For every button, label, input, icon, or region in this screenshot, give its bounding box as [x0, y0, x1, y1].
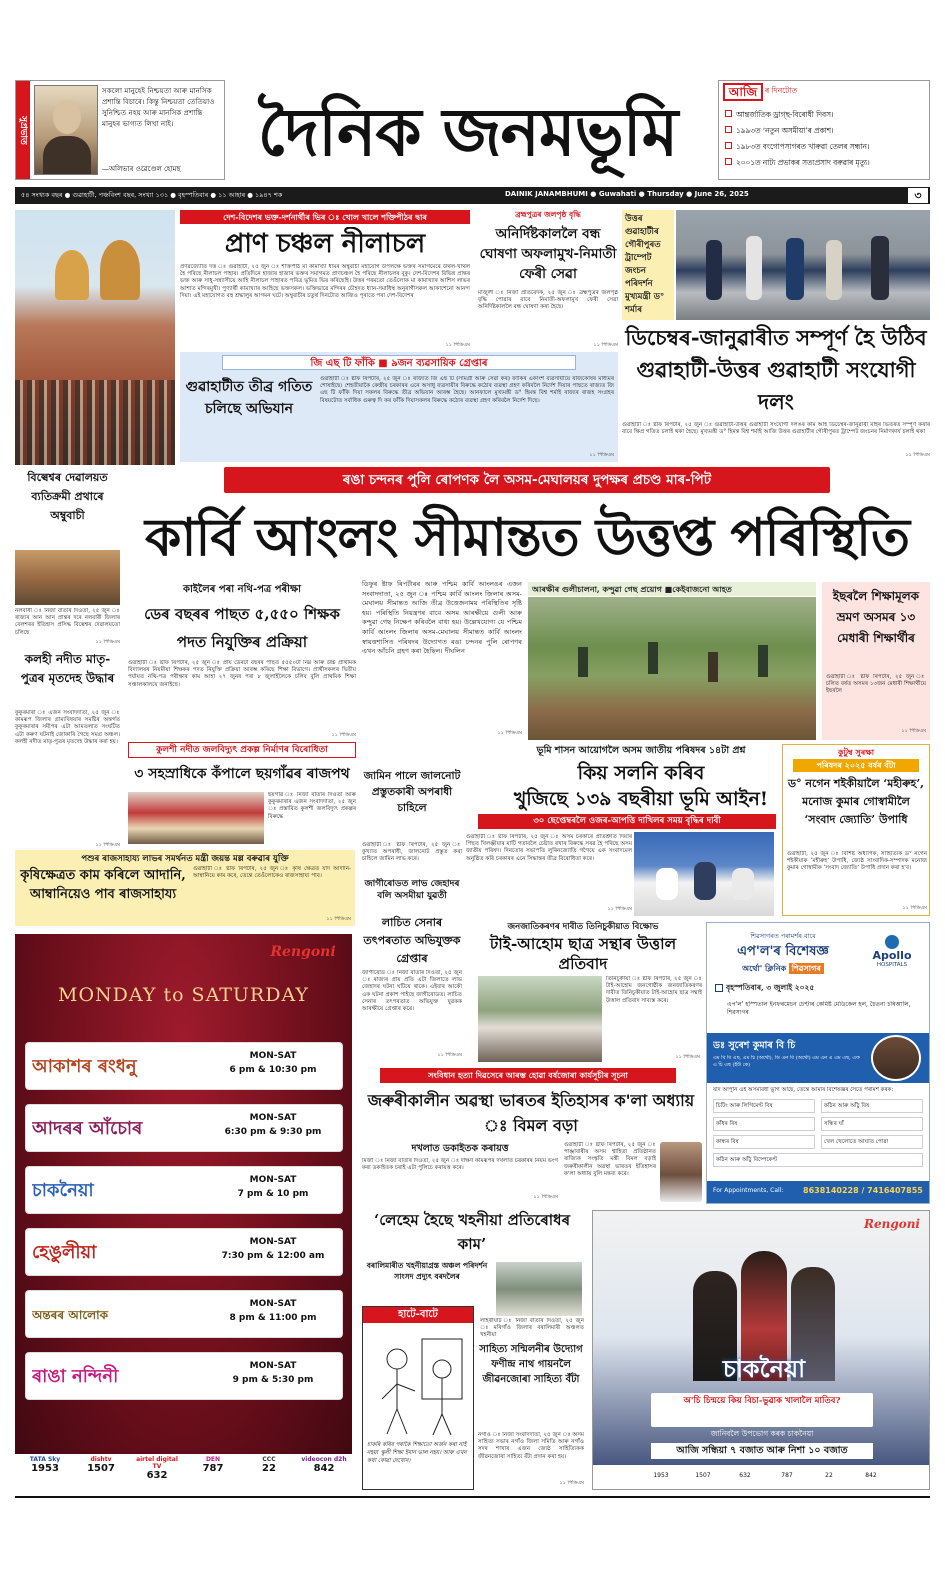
excursion-headline: ইছৰলৈ শিক্ষামূলক ভ্ৰমণ অসমৰ ১৩ মেধাৰী শিক্ষাৰ্থীৰ	[832, 589, 920, 645]
apollo-clinic-row	[713, 963, 853, 977]
rengoni-logo: Rengoni	[270, 944, 336, 960]
quote-author: —অলিভাৰ ওৱেণ্ডেল হোমছ	[102, 165, 181, 173]
bhumi-banner: ৩০ ছেপ্তেম্বৰলৈ ওজৰ-আপত্তি দাখিলৰ সময় বৃদ্ধিৰ দাবী	[478, 814, 776, 829]
main-body: ডিফুৰ ষ্টাফ ৰিপৰ্টাৰৰ আৰু পশ্চিম কাৰ্বি আংলঙৰ এজন সংবাদদাতা, ২৫ জুন ঃ পশ্চিম কাৰ্বি আংলং জিলাৰ অসম-মেঘালয় সীমান্তত আজি তীব্ৰ উত্তেজনাময় পৰিস্থিতিৰ সৃষ্টি হয়। পৰিস্থিতি নিয়ন্ত্ৰণৰ বাবে অসম আৰক্ষীয়ে গুলী আৰু কন্দুৱা গেছ নিক্ষেপ কৰিবলৈ বাধ্য হয়। উল্লেখযোগ্য যে পশ্চিম কাৰ্বি আংলং জিলাৰ অসম-মেঘালয় সীমান্তত কাৰ্বি আংলং স্বায়ত্তশাসিত পৰিষদৰ উদ্যোগত ৰঙা চন্দনৰ পুলি ৰোপণৰ এখন আঁচনি গ্ৰহণ কৰা হৈছিল। দীঘলিন	[362, 580, 522, 656]
show-days: MON-SAT	[249, 1051, 297, 1061]
teacher-headline: ডেৰ বছৰৰ পাছত ৫,৫৫০ শিক্ষক পদত নিযুক্তিৰ প্ৰক্ৰিয়া	[144, 605, 340, 651]
bottom-rule	[15, 1496, 930, 1498]
bail-body: গুৱাহাটী ঃ ষ্টাফ ৰিপৰ্টাৰ, ২৫ জুন ঃ কুখ্যাত অপৰাধী, জালনোট প্ৰস্তুত কৰা চাহিলে জামিন লাভ কৰে।	[362, 842, 462, 863]
bail-headline: জামিন পালে জালনোট প্ৰস্তুতকাৰী অপৰাধী চাহিলে	[363, 770, 461, 814]
cartoon-caption: চাকৰি কৰিব পৰাকৈ শিক্ষাতো অৰ্জন কৰা নাই নহয়! স্কুলী শিক্ষা ইমান ভাল নহয়। আৰু এখন কথা কোৱা দেখোন।	[367, 1442, 467, 1464]
show-days: MON-SAT	[249, 1113, 297, 1123]
chakanaiya-channel-strip	[593, 1465, 929, 1489]
bileswar-headline: বিল্বেশ্বৰ দেৱালয়ত ব্যতিক্ৰমী প্ৰথাৰে অম্বুবাচী	[27, 471, 108, 522]
apollo-clinic: অৰ্থো' ক্লিনিক	[742, 963, 787, 973]
jagiroad-headline: জাগীৰোডত লাভ জেহাদৰ বলি অসমীয়া যুৱতী	[364, 879, 460, 901]
gst-body: গুৱাহাটী ঃ ষ্টাফ ৰিপৰ্টাৰ, ২৫ জুন ঃ ৰাজ্যত জি এছ টি (সামগ্ৰী আৰু সেৱা কৰ) ফাঁকিৰ একাংশ ব্যৱসায়ীয়ে ৰাজকোষৰ মাধ্যমৰ শোষাইছে। শেহতীয়াকৈ কেন্দ্ৰীয় চৰকাৰৰ এনে অসাধু ব্যৱসায়ীৰ বিৰুদ্ধে কঠোৰ ব্যৱস্থা গ্ৰহণ কৰিবলৈ নিৰ্দেশ দিয়াৰ পাছতে ৰাজ্যত জি এছ টি ফাঁকি দিয়া সকলৰ বিৰুদ্ধে তীব্ৰ অভিযান আৰম্ভ হৈছে। আনফালে মুখ্যমন্ত্ৰী ড° হিমন্ত বিশ্ব শৰ্মাই ৰাজ্যৰ ৰাজহ সংগ্ৰহৰ বিষয়টোত সৰ্বাধিক গুৰুত্ব দি কৰ ফাঁকি দিয়াসকলৰ বিৰুদ্ধে কঠোৰ ব্যৱস্থা গ্ৰহণ কৰিবলৈ নিৰ্দেশ দিছে।	[320, 376, 614, 404]
aaji-sublabel: ৰ দিনটোত	[765, 86, 798, 95]
apollo-venue: এপ'ল' হস্পিতাল ইনফৰমেচন চেণ্টাৰ কেমিষ্ট মেডিকেল হল, চৈতন্য চৰিআলি, শিৱসাগৰ	[727, 1001, 911, 1016]
award-kicker-2: পৰিষদৰ ২০২৫ বৰ্ষৰ বঁটা	[793, 759, 919, 772]
nilachal-body: প্ৰণৱজ্যোতি দত্ত ঃ গুৱাহাটী, ২৫ জুন ঃ শক্তিপীঠ মা কামাখ্যা ধামৰ অম্বুবাচী মহাযোগ উপলক্ষে ভক্তৰ সমাগমেৰে উথল-খাথল হৈ পৰিছে নীলাচল পাহাৰ। প্ৰতিদিনে হাজাৰ হাজাৰ ভক্তৰ সমাগমত প্ৰাণচঞ্চল হৈ পৰিছে নীলাচলৰ বুকু। দেশ-বিদেশৰ বিভিন্ন প্ৰান্তৰ ভক্ত আৰু সাধু-সন্ন্যাসীয়ে আহি নীলাচল পাহাৰত পবিত্ৰ ভূমিত ভিৰ কৰিছেহি। উত্তৰ গৰমতো তেওঁলোক মা কামাখ্যাৰ আশিস লাভৰ আশাত মন্দিৰমুখী। পুণ্যাৰ্থী কামাখ্যাৰ আহিছে ভক্তসকল। ভক্তিভাৱে মন্দিৰৰ চৌহদত ধ্যান-সমাধিস্থ অনুৰাগীসকল আকাশেনো আনন্দ দিয়া। এই মহাযোগত বহু শ্ৰদ্ধালুৰ আগমন ঘটে। অম্বুবাচীৰ চতুৰ্থ দিনটোত আজিও পূৰাতে পৰা দেশ-বিদেশৰ	[180, 264, 470, 299]
show-days: MON-SAT	[249, 1361, 297, 1371]
emergency-kicker: সংবিধান হত্যা দিৱসেৰে আৰম্ভ হোৱা বৰ্ষজোৰা কাৰ্যসূচীৰ সূচনা	[380, 1068, 676, 1083]
kamakhya-photo	[15, 210, 175, 465]
bileswar-photo	[15, 550, 120, 605]
kalahi-headline: কলহী নদীত মাতৃ-পুত্ৰৰ মৃতদেহ উদ্ধাৰ	[20, 652, 115, 685]
apollo-doctor-sub: এম বি বি এছ, এম চি (অৰ্থো), ডি এন বি (অৰ্থো) এম এন এ এম এছ, এফ এ চি এছ (ইউ কে)	[713, 1055, 860, 1068]
chakanaiya-ad	[592, 1210, 930, 1490]
north-guwahati-headline: ডিচেম্বৰ-জানুৱাৰীত সম্পূৰ্ণ হৈ উঠিব গুৱাহাটী-উত্তৰ গুৱাহাটী সংযোগী দলং	[625, 325, 927, 414]
main-sign: ১১ পিডিএম	[497, 730, 522, 736]
condition-item: কান্ধৰ বিষ	[713, 1135, 815, 1149]
schedule-title: MONDAY to SATURDAY	[58, 984, 309, 1006]
apollo-intro: যদি আপুনি এই অসমবিধা ভুগি আছে, তেন্তে আমাৰ বিশেষজ্ঞৰ সৈতে পৰামৰ্শ কৰক:	[713, 1087, 894, 1093]
khaliha-caption: লাহৰীঘাট ঃ নিজা বাতৰি দিওঁতা, ২৫ জুন ঃ মৰিগাঁও জিলাৰ বৰালিমাৰী অঞ্চলত খহনীয়া	[480, 1318, 584, 1339]
rengoni-schedule-ad	[15, 934, 352, 1490]
north-guwahati-body: গুৱাহাটী ঃ ষ্টাফ ৰিপৰ্টাৰ, ২৫ জুন ঃ গুৱাহাটী-উত্তৰ গুৱাহাটী সংযোগী দলঙৰ কাম আহ ডিচেম্বৰ-জানুৱাৰী মাহৰ ভিতৰত সম্পূৰ্ণ কৰাৰ বাবে ক্ষিপ্ৰ গতিত চলাই থকা হৈছে। মুখ্যমন্ত্ৰী ড° হিমন্ত বিশ্ব শৰ্মাই আজি উত্তৰ গুৱাহাটীৰ গৌৰীপুৰত ট্ৰাম্পেট জংচনৰ নিৰ্মাণকাৰ্য চলাই থকা	[622, 422, 930, 436]
show-row	[25, 1166, 343, 1214]
chakanaiya-title: চাকনৈয়া	[722, 1354, 806, 1383]
portrait-holmes	[34, 85, 98, 175]
show-row	[25, 1352, 343, 1400]
aaji-item: আন্তৰ্জাতিক ড্ৰাগ্‌ছ-বিৰোধী দিবস।	[725, 107, 929, 123]
bhumi-body: গুৱাহাটী ঃ ষ্টাফ ৰিপৰ্টাৰ, ২৫ জুন ঃ অসম চৰকাৰে প্ৰতিশ্ৰুতি দিয়াৰ পিছত খিলঞ্জীয়াৰ মাটি গতাবলৈ চেষ্টাত ৰখাৰ বিৰুদ্ধে সৰৱ হৈ পৰিছে অসম জাতীয় পৰিষদ। দিনতোৰ সভাপতি লুৰিনজ্যোতি গগৈয়ে এক সংবাদমেল অনুষ্ঠিত কৰি চৰকাৰৰ এনে সিদ্ধান্তৰ তীব্ৰ বিৰোধিতা কৰে।	[466, 834, 632, 862]
show-time: 6 pm & 10:30 pm	[229, 1065, 317, 1075]
award-body: গুৱাহাটী, ২৫ জুন ঃ বিশিষ্ট অধ্যাপক, সাহিত্যিক ড° নগেন শইকীয়াক ‘মহীৰুহ’ উপাধি, জ্যেষ্ঠ সাংবাদিক-সম্পাদক মনোজ কুমাৰ গোস্বামীক ‘সংবাদ জ্যোতি’ উপাধি প্ৰদান কৰা হ'ব।	[787, 851, 927, 872]
apollo-footer	[707, 1181, 929, 1203]
bhumi-headline-2: খুজিছে ১৩৯ বছৰীয়া ভূমি আইন!	[513, 788, 769, 810]
sahitya-body: নগাঁও ঃ নিজা সংবাদদাতা, ২৫ জুন ঃ অসম সাহিত্য সভাৰ নগাঁও জিলা সমিতি আৰু নগাঁও সদৰ শাখাৰ এজন জ্যেষ্ঠ সাহিত্যিকক জীৱনজোৰা সাহিত্য বঁটা প্ৰদান কৰা হয়।	[478, 1432, 584, 1460]
apollo-doctor-bar	[707, 1033, 929, 1083]
show-row	[25, 1228, 343, 1276]
channel-num: 1953	[653, 1472, 669, 1479]
show-title: হেঙুলীয়া	[32, 1242, 97, 1263]
clash-photo-kicker: আৰক্ষীৰ গুলীচালনা, কন্দুৱা গেছ প্ৰয়োগ ■কেইবাজনো আহত	[528, 582, 816, 596]
award-kicker-1: কুটুম্ব সুৰক্ষা	[837, 747, 875, 757]
kushi-headline: ৩ সহস্ৰাধিকে কঁপালে ছয়গাঁৱৰ ৰাজপথ	[134, 766, 350, 782]
cm-visit-photo	[676, 210, 930, 320]
khaliha-photo	[496, 1262, 582, 1316]
sahitya-headline: সাহিত্য সন্মিলনীৰ উদ্যোগ ফণীন্দ্ৰ নাথ গায়নলৈ জীৱনজোৰা সাহিত্য বঁটা	[479, 1344, 583, 1385]
suprabhat-side-label: সুপ্ৰভাত	[16, 81, 30, 179]
cartoon-box	[362, 1306, 474, 1490]
agri-kicker: পশুৰ ৰাজসাহায্য লাভৰ সমৰ্থনত মন্ত্ৰী জয়ন্ত মল্ল বৰুৱাৰ যুক্তি	[81, 854, 289, 864]
show-time: 7 pm & 10 pm	[237, 1189, 309, 1199]
condition-item: কাঁধৰ বিষ	[713, 1117, 815, 1131]
condition-item: কঠিন আৰু আঁঠু বিষ	[821, 1099, 923, 1113]
dateline-right: DAINIK JANAMBHUMI ● Guwahati ● Thursday ● June 26, 2025	[505, 190, 749, 198]
doctor-avatar	[871, 1035, 921, 1081]
show-time: 6:30 pm & 9:30 pm	[224, 1127, 322, 1137]
gst-headline: গুৱাহাটীত তীব্ৰ গতিত চলিছে অভিযান	[185, 379, 313, 417]
bhumi-photo	[634, 832, 774, 916]
brahmaputra-sign: ১১ পিডিএম	[593, 342, 618, 348]
chakanaiya-tagline-2: জানিবলৈ উপভোগ কৰক চাকনৈয়া	[710, 1429, 814, 1438]
gst-sign: ১১ পিডিএম	[589, 452, 614, 458]
rengoni-right-logo: Rengoni	[863, 1217, 920, 1231]
award-sign: ১১ পিডিএম	[902, 905, 927, 911]
cartoon-kicker: হাটে-বাটে	[363, 1307, 473, 1323]
condition-item: খেল খেলোতে আঘাত পোৱা	[821, 1135, 923, 1149]
dateline-left: ৫৪ সংখ্যক বছৰ ● গুৱাহাটী, পঞ্চবিংশ বছৰ, সংখ্যা ১৩১ ● বৃহস্পতিবাৰ ● ১১ আহাৰ ● ১৯৪৭ শক	[21, 191, 283, 199]
apollo-brand-sub: HOSPITALS	[876, 962, 908, 968]
cartoon-drawing	[367, 1329, 469, 1439]
brahmaputra-headline: অনিৰ্দিষ্টকাললৈ বন্ধ ঘোষণা অফলামুখ-নিমাতী ফেৰী সেৱা	[479, 226, 617, 282]
show-row	[25, 1104, 343, 1152]
show-time: 7:30 pm & 12:00 am	[221, 1251, 325, 1261]
show-title: চাকনৈয়া	[32, 1180, 94, 1201]
kalahi-body: কুকুৰমাৰা ঃ এজন সংবাদদাতা, ২৫ জুন ঃ কামৰূপ জিলাৰ গ্ৰাম্যবিষয়াৰ সমষ্টিৰ অন্তৰ্গত কুকুৰমাৰাৰ সমীপৰ এটা আমতলাত সংঘটিত এটা কৰুণ ঘটনাই জোকাৰি গৈছে সমগ্ৰ অঞ্চল। কলহী নদীত মাতৃ-পুত্ৰৰ মৃতদেহ উদ্ধাৰ কৰা হয়।	[15, 710, 120, 745]
channel-num: 22	[825, 1472, 833, 1479]
channel-item: videocon d2h 842	[301, 1456, 347, 1474]
show-time: 8 pm & 11:00 pm	[229, 1313, 317, 1323]
teacher-body: গুৱাহাটী ঃ ষ্টাফ ৰিপৰ্টাৰ, ২৫ জুন ঃ প্ৰায় ডেৰটা বছৰৰ পাছত ৫৫৫০টা নিম্ন আৰু উচ্চ প্ৰাথমিক বিদ্যালয়ৰ নিয়মীয়া শিক্ষকৰ পদত নিযুক্তি প্ৰক্ৰিয়া আৰম্ভ কৰিছে শিক্ষা বিভাগে। প্ৰাৰ্থীসকলৰ দ্বিতীয় পৰ্যায়ত নথি-পত্ৰ পৰীক্ষাৰ কাম আহা ২৭ জুনৰ পৰা ৮ জুলাইলৈকে চলিব বুলি প্ৰাথমিক শিক্ষা সঞ্চালকালয়ে জনাইছে।	[128, 660, 356, 688]
khaliha-headline: ‘লেহেম হৈছে খহনীয়া প্ৰতিৰোধৰ কাম’	[373, 1211, 571, 1253]
dateline-bar	[15, 187, 930, 204]
channel-num: 632	[739, 1472, 751, 1479]
channel-item: airtel digital TV 632	[136, 1456, 178, 1481]
bileswar-body: নলবাৰী ঃ নিজা বাতৰি দিওঁতা, ২৫ জুন ঃ ৰাজ্যৰ আন আন প্ৰান্তৰ দৰে নলবাৰী জিলাৰ বেলশৰৰ ইতিহাস প্ৰসিদ্ধ বিল্বেশ্বৰ দেৱালয়তো চলিছে	[15, 608, 120, 636]
tai-ahom-photo	[478, 976, 602, 1062]
excursion-box	[822, 582, 930, 740]
show-title: অন্তৰৰ আলোক	[32, 1308, 108, 1322]
channel-item: TATA Sky 1953	[29, 1456, 61, 1474]
kushi-body: ছয়গাঁৱ ঃ নিজা বাতৰি দিওঁতা আৰু কুকুৰমাৰাৰ এজন সংবাদদাতা, ২৫ জুন ঃ প্ৰস্তাবিত কুলশী জলবিদ্যুৎ প্ৰকল্পৰ বিৰুদ্ধে	[268, 792, 356, 820]
excursion-body: গুৱাহাটী ঃ ষ্টাফ ৰিপৰ্টাৰ, ২৫ জুন ঃ চলিত বৰ্ষত অসমৰ ১৩জন মেধাৰী শিক্ষাৰ্থীয়ে ইছৰলৈ	[826, 674, 926, 695]
channel-strip	[15, 1454, 352, 1490]
show-time: 9 pm & 5:30 pm	[232, 1375, 314, 1385]
show-title: আদৰৰ আঁচোৰ	[32, 1118, 143, 1139]
main-kicker: ৰঙা চন্দনৰ পুলি ৰোপণক লৈ অসম-মেঘালয়ৰ দুপক্ষৰ প্ৰচণ্ড মাৰ-পিট	[224, 467, 830, 493]
tai-ahom-headline: টাই-আহোম ছাত্ৰ সন্থাৰ উত্তাল প্ৰতিবাদ	[489, 934, 677, 973]
apollo-phone: 8638140228 / 7416407855	[803, 1186, 923, 1195]
newspaper-title: দৈনিক জনমভূমি	[257, 93, 678, 171]
chakanaiya-tagline: অ'চি চিন্ময়ে কিয় বিচা-ভুৱাক খালালৈ মাতিব?	[651, 1393, 873, 1427]
aaji-label: আজি	[723, 83, 763, 101]
condition-item: কঠিন আৰু আঁঠু বিষ্পেকেণ্ট	[713, 1153, 923, 1167]
calendar-icon	[715, 984, 723, 992]
condition-item: চিটিং আৰু লিগিমেণ্ট বিষ	[713, 1099, 815, 1113]
nilachal-kicker: দেশ-বিদেশৰ ভক্ত-দৰ্শনাৰ্থীৰ ভিৰ ঃ খোল খালে শক্তিপীঠৰ দ্বাৰ	[180, 210, 470, 224]
teacher-sign: ১১ পিডিএম	[331, 732, 356, 738]
nilachal-sign: ১১ পিডিএম	[445, 342, 470, 348]
channel-item: DEN 787	[202, 1456, 224, 1474]
brahmaputra-kicker: ব্ৰহ্মপুত্ৰৰ জলপৃষ্ঠ বৃদ্ধি	[515, 210, 581, 219]
apollo-title-1: শিৱসাগৰত পৰামৰ্শৰ বাবে	[750, 932, 816, 940]
jagiroad-sub: লাচিত সেনাৰ তৎপৰতাত অভিযুক্তক গ্ৰেপ্তাৰ	[363, 916, 461, 965]
show-title: আকাশৰ ৰংধনু	[32, 1056, 137, 1077]
robbery-body: মিৰ্জা ঃ নিজা বাতৰি দিওঁতা, ২৫ জুন ঃ দক্ষিণ কামৰূপৰ দখলাত চৰকাৰৰ নিয়ম ভংগ কৰা ডকাইতক চৰাই এটা পুলিচে কৰায়ত্ত কৰে।	[362, 1158, 558, 1172]
bimal-bora-photo	[660, 1142, 702, 1202]
condition-item: সন্ধিৰ ঘাঁ	[821, 1117, 923, 1131]
north-guwahati-inset: উত্তৰ গুৱাহাটীৰ গৌৰীপুৰত ট্ৰাম্পেট জংচন পৰিদৰ্শন মুখ্যমন্ত্ৰী ড° শৰ্মাৰ	[622, 210, 674, 320]
channel-num: 1507	[695, 1472, 711, 1479]
main-headline: কাৰ্বি আংলং সীমান্তত উত্তপ্ত পৰিস্থিতি	[145, 507, 909, 568]
tai-ahom-sign: ১১ পিডিএম	[675, 1054, 700, 1060]
chakanaiya-time: আজি সন্ধিয়া ৭ বজাত আৰু নিশা ১০ বজাত	[651, 1443, 873, 1459]
north-guwahati-sign: ১১ পিডিএম	[905, 452, 930, 458]
apollo-date: বৃহস্পতিবাৰ, ৩ জুলাই ২০২৫	[715, 983, 925, 995]
apollo-logo-icon	[885, 935, 899, 949]
suprabhat-box	[15, 80, 225, 180]
cartoon-illustration	[367, 1329, 469, 1439]
gst-kicker: জি এছ টি ফাঁকি ■ ৯জন ব্যৱসায়িক গ্ৰেপ্তাৰ	[222, 355, 576, 370]
sahitya-sign: ১১ পিডিএম	[559, 1480, 584, 1486]
apollo-conditions	[713, 1099, 925, 1171]
bhumi-sign: ১১ পিডিএম	[607, 906, 632, 912]
aaji-item: ২০০১ত নাট্য প্ৰভাকৰ সত্যপ্ৰসাদ বৰুৱাৰ মৃত্যু।	[725, 155, 929, 171]
excursion-sign: ১১ পিডিএম	[901, 728, 926, 734]
apollo-brand: Apollo	[872, 949, 912, 962]
gst-box	[180, 352, 618, 462]
show-days: MON-SAT	[249, 1299, 297, 1309]
show-title: ৰাঙা নন্দিনী	[32, 1366, 119, 1387]
brahmaputra-body: মাজুলী ঃ নিজা প্ৰতিবেদক, ২৫ জুন ঃ ব্ৰহ্মপুত্ৰৰ জলপৃষ্ঠ বৃদ্ধি পোৱাৰ বাবে নিমাতী-অফলামুখ ফেৰী সেৱা অনিৰ্দিষ্টকাললৈ বন্ধ ঘোষণা কৰা হৈছে।	[478, 290, 618, 311]
channel-num: 787	[781, 1472, 793, 1479]
tai-ahom-kicker: জনজাতিকৰণৰ দাবীত তিনিচুকীয়াত বিক্ষোভ	[507, 922, 659, 932]
award-headline: ড° নগেন শইকীয়ালৈ ‘মহীৰুহ’, মনোজ কুমাৰ গোস্বামীলৈ ‘সংবাদ জ্যোতি’ উপাধি	[788, 777, 924, 826]
quote-text: সকলো মানুহেই নিশ্চয়তা আৰু মানসিক প্ৰশান্তি বিচাৰে। কিন্তু নিশ্চয়তা তেতিয়াও সুনিশ্চিত নহয় আৰু মানসিক প্ৰশান্তি মানুহৰ ভাগ্যত লিখা নাই।	[102, 86, 215, 128]
agri-headline: কৃষিক্ষেত্ৰত কাম কৰিলে আদানি, আম্বানিয়েও পাব ৰাজসাহায্য	[20, 868, 186, 902]
emergency-headline: জৰুৰীকালীন অৱস্থা ভাৰতৰ ইতিহাসৰ ক'লা অধ্যায় ঃ বিমল বড়া	[367, 1091, 695, 1135]
award-box	[782, 744, 930, 916]
show-row	[25, 1290, 343, 1338]
jagiroad-body: জাগীৰোড ঃ নিজা বাতৰি দিওঁতা, ২৫ জুন ঃ ৰাজ্যৰ প্ৰায় প্ৰতি এটা জিলাতে লাভ জেহাদৰ ঘটনা ঘটিয়ে থাকে। এইবাৰ আকৌ এক ঘটনা প্ৰকাশ পাইছে জাগীৰোডত। লাচিত সেনাৰ তৎপৰতাত অভিযুক্ত যুৱকক আৰক্ষীয়ে গ্ৰেপ্তাৰ কৰে।	[362, 970, 462, 1013]
channel-num: 842	[865, 1472, 877, 1479]
aaji-item: ১৯৮৩ত বংগোপসাগৰত খাৰুৱা তেলৰ সন্ধান।	[725, 139, 929, 155]
channel-item: dishtv 1507	[87, 1456, 115, 1474]
show-days: MON-SAT	[249, 1175, 297, 1185]
apollo-ad	[706, 922, 930, 1204]
apollo-logo	[857, 935, 927, 975]
robbery-sign: ১১ পিডিএম	[533, 1194, 558, 1200]
agri-box	[15, 850, 355, 926]
jagiroad-sign: ১১ পিডিএম	[437, 1052, 462, 1058]
apollo-title-2: এপ'ল'ৰ বিশেষজ্ঞ	[737, 944, 829, 959]
kalahi-sign: ১১ পিডিএম	[95, 842, 120, 848]
khaliha-sub: বৰালিমাৰীত খহনীয়াগ্ৰস্ত অঞ্চল পৰিদৰ্শন সাংসদ প্ৰদ্যুৎ বৰদলৈৰ	[366, 1261, 488, 1281]
agri-body: গুৱাহাটী ঃ ষ্টাফ ৰিপৰ্টাৰ, ২৫ জুন ঃ কৃষি ক্ষেত্ৰত যদি আদানি-আম্বানিয়ে কাম কৰে, তেন্তে তেওঁলোকেও ৰাজসাহায্য পাব।	[193, 866, 351, 880]
robbery-headline: দখলাত ডকাইতক কৰায়ত্ত	[411, 1143, 509, 1154]
kushi-photo	[128, 792, 264, 844]
page-number: ৩	[908, 188, 928, 203]
aaji-list	[725, 107, 929, 177]
aaji-item: ১৯৯৩ত ‘নতুন অসমীয়া’ৰ প্ৰকাশ।	[725, 123, 929, 139]
emergency-body: গুৱাহাটী ঃ ষ্টাফ ৰিপৰ্টাৰ, ২৫ জুন ঃ পাঞ্জাবাৰীৰ অসম শ্বাহিত্য প্ৰতিষ্ঠানত ৰাজ্যিক সংস্কৃতি মন্ত্ৰী বিমল বড়াই জৰুৰীকালীন অৱস্থা ভাৰতৰ ইতিহাসৰ ক'লা অধ্যায় বুলি মন্তব্য কৰে।	[564, 1142, 656, 1177]
agri-sign: ১১ পিডিএম	[326, 916, 351, 922]
show-row	[25, 1042, 343, 1090]
apollo-footer-label: For Appointments, Call:	[713, 1187, 784, 1194]
channel-item: CCC 22	[262, 1456, 276, 1474]
apollo-doctor: ডঃ সুৰেশ কুমাৰ বি চি	[713, 1040, 796, 1051]
teacher-kicker: কাইলৈৰ পৰা নথি-পত্ৰ পৰীক্ষা	[182, 584, 301, 595]
show-days: MON-SAT	[249, 1237, 297, 1247]
clash-photo	[528, 597, 816, 740]
bhumi-kicker: ভূমি শাসন আয়োগলৈ অসম জাতীয় পৰিষদৰ ১৪টা প্ৰশ্ন	[536, 745, 746, 756]
aaji-box	[718, 80, 930, 180]
kushi-kicker: কুলশী নদীত জলবিদ্যুৎ প্ৰকল্প নিৰ্মাণৰ বিৰোধিতা	[128, 742, 356, 758]
apollo-city: শিৱসাগৰ	[789, 963, 824, 974]
tai-ahom-body: তিনিচুকীয়া ঃ ষ্টাফ ৰিপৰ্টাৰ, ২৫ জুন ঃ টাই-আহোম জনগোষ্ঠীক জনজাতিকৰণৰ দাবীত তিনিচুকীয়াত টাই-আহোম ছাত্ৰ সন্থাই উত্তাল প্ৰতিবাদ সাব্যস্ত কৰে।	[606, 976, 702, 1004]
bhumi-headline-1: কিয় সলনি কৰিব	[577, 762, 705, 784]
bileswar-sign: ১১ পিডিএম	[95, 639, 120, 645]
nilachal-headline: প্ৰাণ চঞ্চল নীলাচল	[224, 229, 426, 259]
